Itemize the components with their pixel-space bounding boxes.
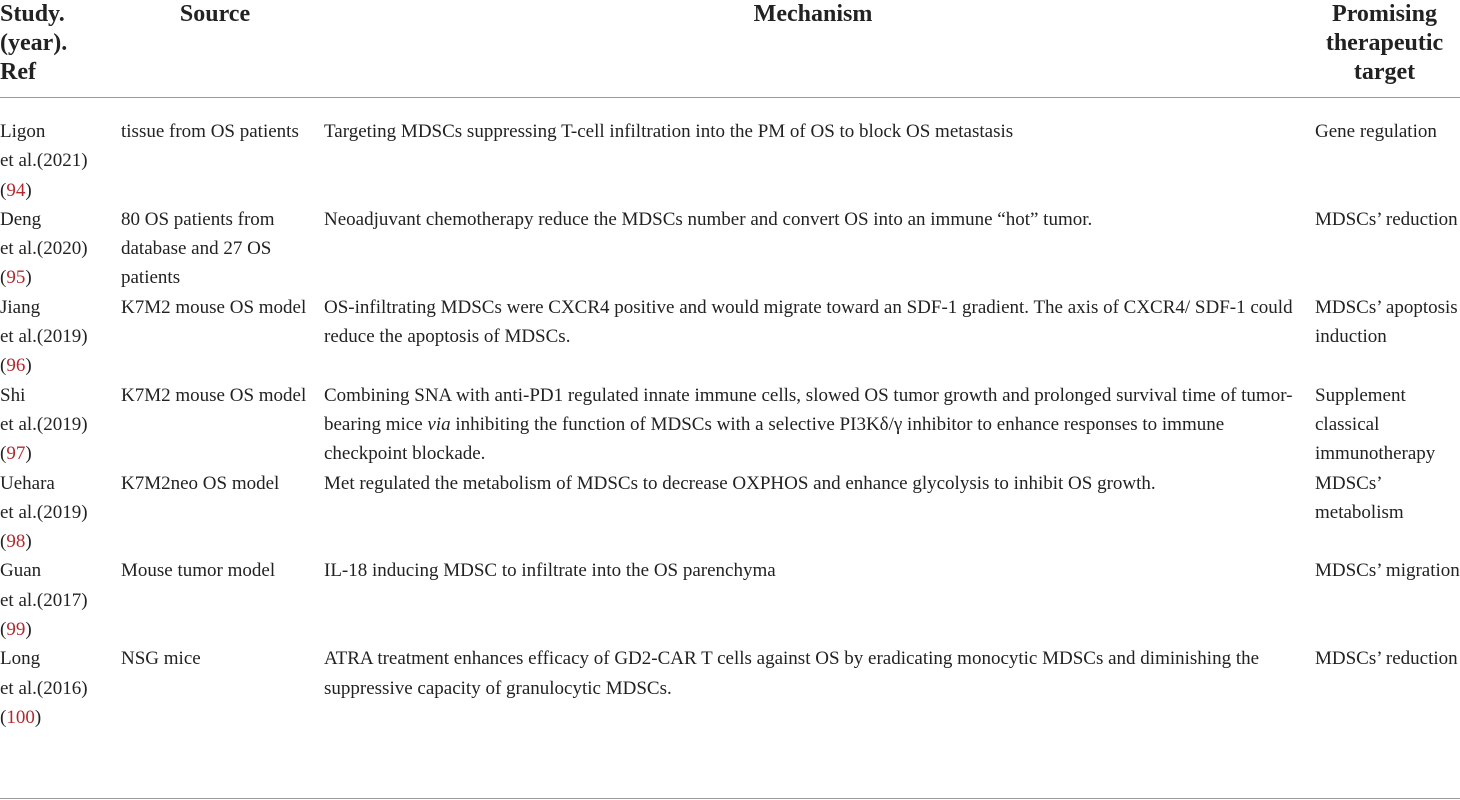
study-cell: Ligon et al.(2021) (94) [0,121,88,201]
target-cell: Supplement classical immunotherapy [1315,384,1436,465]
target-cell: MDSCs’ migration [1315,560,1460,582]
study-cell: Uehara et al.(2019) (98) [0,472,88,553]
study-year: et al.(2019) [0,326,88,348]
table-row [0,205,1460,293]
header-target: Promising therapeutic target [1325,1,1444,85]
target-cell: MDSCs’ reduction [1315,648,1458,670]
study-author: Guan [0,560,42,582]
target-cell: MDSCs’ apoptosis induction [1315,296,1458,348]
mechanism-cell: IL-18 inducing MDSC to infiltrate into the OS parenchyma [324,560,776,582]
study-author: Deng [0,208,42,230]
header-row [0,0,1460,98]
table-row [0,381,1460,469]
source-cell: 80 OS patients from database and 27 OS patients [121,208,275,289]
target-cell: Gene regulation [1315,121,1437,142]
study-cell: Shi et al.(2019) (97) [0,384,88,465]
table-row [0,293,1460,381]
study-author: Jiang [0,296,41,318]
source-cell: Mouse tumor model [121,560,276,582]
reference-link[interactable]: 99 [6,619,26,641]
mechanism-cell: Targeting MDSCs suppressing T-cell infiltration into the PM of OS to block OS metastasis [324,121,1014,142]
study-year: et al.(2019) [0,413,88,435]
source-cell: NSG mice [121,648,201,670]
header-study: Study. (year). Ref [0,1,68,85]
header-source: Source [179,1,251,27]
target-cell: MDSCs’ metabolism [1315,472,1404,523]
reference-link[interactable]: 97 [6,443,26,465]
source-cell: tissue from OS patients [121,121,299,142]
study-year: et al.(2020) [0,238,88,260]
study-author: Shi [0,384,26,406]
table-row [0,98,1460,205]
study-cell: Deng et al.(2020) (95) [0,208,88,289]
study-author: Ligon [0,121,46,142]
mechanism-cell: OS-infiltrating MDSCs were CXCR4 positive and would migrate toward an SDF-1 gradient. The axis of CXCR4/ SDF-1 could reduce the apoptosis of MDSCs. [324,296,1293,348]
mechanism-cell: Neoadjuvant chemotherapy reduce the MDSCs number and convert OS into an immune “hot” tumor. [324,208,1093,230]
header-mechanism: Mechanism [753,1,873,27]
study-year: et al.(2019) [0,501,88,523]
study-year: et al.(2016) [0,677,88,699]
study-year: et al.(2017) [0,589,88,611]
mechanism-cell: Met regulated the metabolism of MDSCs to decrease OXPHOS and enhance glycolysis to inhibit OS growth. [324,472,1156,494]
reference-link[interactable]: 95 [6,267,26,289]
mechanism-cell: ATRA treatment enhances efficacy of GD2-CAR T cells against OS by eradicating monocytic MDSCs and diminishing the suppressive capacity of granulocytic MDSCs. [324,648,1260,699]
table-bottom-rule [0,798,1460,799]
study-author: Long [0,648,41,670]
table-row [0,644,1460,732]
table-row [0,556,1460,644]
mechanism-cell: Combining SNA with anti-PD1 regulated innate immune cells, slowed OS tumor growth and prolonged survival time of tumor-bearing mice via inhibiting the function of MDSCs with a selective PI3Kδ/γ inhibitor to enhance responses to immune checkpoint blockade. [324,384,1293,465]
target-cell: MDSCs’ reduction [1315,208,1458,230]
reference-link[interactable]: 96 [6,355,26,377]
reference-link[interactable]: 100 [6,706,35,728]
study-cell: Guan et al.(2017) (99) [0,560,88,641]
source-cell: K7M2neo OS model [121,472,280,494]
study-cell: Jiang et al.(2019) (96) [0,296,88,377]
study-year: et al.(2021) [0,150,88,172]
source-cell: K7M2 mouse OS model [121,296,307,318]
study-author: Uehara [0,472,55,494]
reference-link[interactable]: 94 [6,179,26,201]
reference-link[interactable]: 98 [6,531,26,553]
source-cell: K7M2 mouse OS model [121,384,307,406]
study-cell: Long et al.(2016) (100) [0,648,88,728]
table-row [0,469,1460,557]
